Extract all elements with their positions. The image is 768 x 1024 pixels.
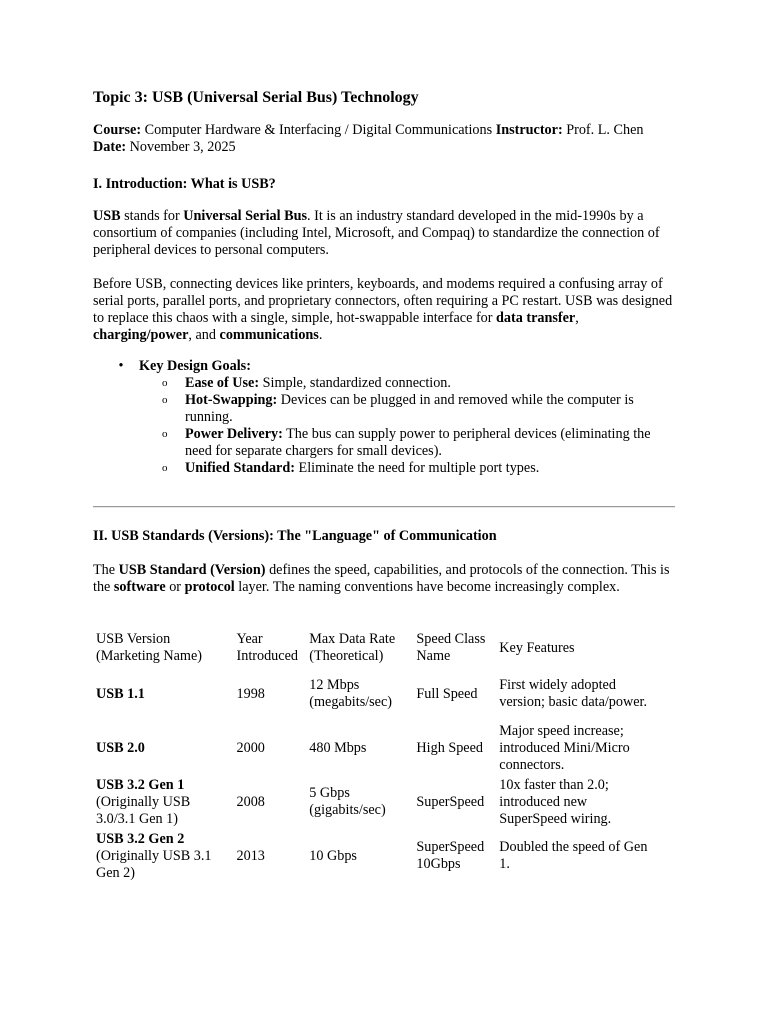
term-protocol: protocol (184, 579, 235, 595)
sub-bullet-marker: o (162, 462, 168, 474)
version-name: USB 2.0 (96, 739, 145, 756)
date-value: November 3, 2025 (129, 139, 236, 155)
goal-text: The bus can supply power to peripheral devices (eliminating the need for separate chargers for small devices). (185, 426, 651, 459)
intro-paragraph-1 (93, 208, 678, 259)
cell-rate: 480 Mbps (309, 739, 367, 756)
version-name: USB 3.2 Gen 1 (96, 776, 185, 793)
goal-text: Simple, standardized connection. (259, 375, 451, 391)
standards-paragraph (93, 562, 678, 596)
goal-label: Hot-Swapping: (185, 392, 278, 408)
design-goals-sublist (139, 375, 680, 477)
term-data-transfer: data transfer (496, 310, 576, 326)
cell-speed-class: Full Speed (416, 685, 478, 702)
cell-rate: 12 Mbps (megabits/sec) (309, 677, 392, 710)
cell-year: 2013 (236, 847, 265, 864)
goal-label: Power Delivery: (185, 426, 283, 442)
sub-bullet-marker: o (162, 428, 168, 440)
text-run: layer. The naming conventions have become increasingly complex. (234, 579, 620, 595)
text-run: or (165, 579, 185, 595)
term-usb: USB (93, 208, 121, 224)
instructor-label: Instructor: (495, 122, 563, 138)
sub-bullet-marker: o (162, 377, 168, 389)
table-row (93, 721, 655, 775)
cell-year: 2008 (236, 793, 265, 810)
column-header-rate: Max Data Rate (Theoretical) (309, 631, 396, 664)
cell-version (93, 667, 234, 721)
course-meta (93, 122, 673, 156)
table-header-row (93, 629, 655, 667)
version-note: (Originally USB 3.1 Gen 2) (96, 847, 212, 881)
term-universal-serial-bus: Universal Serial Bus (183, 208, 308, 224)
instructor-value: Prof. L. Chen (566, 122, 644, 138)
date-label: Date: (93, 139, 127, 155)
text-run: , (575, 310, 579, 326)
page-title: Topic 3: USB (Universal Serial Bus) Technology (93, 89, 419, 106)
list-item (139, 460, 680, 477)
text-run: , and (188, 327, 220, 343)
course-value: Computer Hardware & Interfacing / Digital Communications (144, 122, 493, 138)
intro-paragraph-2 (93, 276, 678, 344)
text-run: defines the speed, capabilities, and protocols of the connection. This is the (93, 562, 670, 595)
cell-speed-class: SuperSpeed (416, 793, 485, 810)
section-heading-introduction: I. Introduction: What is USB? (93, 176, 276, 192)
cell-version (93, 721, 234, 775)
term-charging-power: charging/power (93, 327, 189, 343)
section-heading-standards: II. USB Standards (Versions): The "Language" of Communication (93, 528, 497, 544)
column-header-speed-class: Speed Class Name (416, 631, 486, 664)
term-usb-standard: USB Standard (Version) (118, 562, 266, 578)
column-header-features: Key Features (499, 639, 575, 656)
cell-features: Doubled the speed of Gen 1. (499, 839, 648, 872)
bullet-marker: • (118, 358, 124, 374)
cell-features: 10x faster than 2.0; introduced new SuperSpeed wiring. (499, 776, 612, 827)
text-run: Before USB, connecting devices like printers, keyboards, and modems required a confusing array of serial ports, parallel ports, and proprietary connectors, often requiring a PC restart. USB was designed to replace this chaos with a single, simple, hot-swappable interface for (93, 276, 673, 326)
usb-versions-table (93, 629, 655, 883)
cell-speed-class: High Speed (416, 739, 484, 756)
goal-text: Eliminate the need for multiple port types. (294, 460, 540, 476)
cell-features: First widely adopted version; basic data/power. (499, 677, 648, 710)
text-run: . It is an industry standard developed in the mid-1990s by a consortium of companies (including Intel, Microsoft, and Compaq) to standardize the connection of peripheral devices to personal computers. (93, 208, 660, 258)
goal-text: Devices can be plugged in and removed while the computer is running. (185, 392, 634, 425)
cell-version (93, 775, 234, 829)
table-row (93, 775, 655, 829)
design-goals-heading: Key Design Goals: (139, 358, 251, 374)
list-item (139, 375, 680, 392)
design-goals-list (115, 358, 680, 477)
list-item (115, 358, 680, 477)
version-name: USB 1.1 (96, 685, 145, 702)
cell-year: 2000 (236, 739, 265, 756)
column-header-year: Year Introduced (236, 631, 298, 664)
goal-label: Unified Standard: (185, 460, 295, 476)
cell-year: 1998 (236, 685, 265, 702)
table-row (93, 829, 655, 883)
course-label: Course: (93, 122, 142, 138)
cell-features: Major speed increase; introduced Mini/Micro connectors. (499, 722, 630, 773)
cell-version (93, 829, 234, 883)
text-run: stands for (120, 208, 184, 224)
table-row (93, 667, 655, 721)
version-name: USB 3.2 Gen 2 (96, 830, 185, 847)
list-item (139, 392, 680, 426)
version-note: (Originally USB 3.0/3.1 Gen 1) (96, 793, 191, 827)
list-item (139, 426, 680, 460)
term-software: software (113, 579, 166, 595)
goal-label: Ease of Use: (185, 375, 260, 391)
horizontal-divider (93, 506, 675, 508)
cell-speed-class: SuperSpeed 10Gbps (416, 839, 485, 872)
text-run: The (93, 562, 119, 578)
text-run: . (318, 327, 323, 343)
term-communications: communications (219, 327, 319, 343)
column-header-version: USB Version (Marketing Name) (96, 631, 202, 664)
cell-rate: 10 Gbps (309, 847, 357, 864)
sub-bullet-marker: o (162, 394, 168, 406)
cell-rate: 5 Gbps (gigabits/sec) (309, 785, 386, 818)
